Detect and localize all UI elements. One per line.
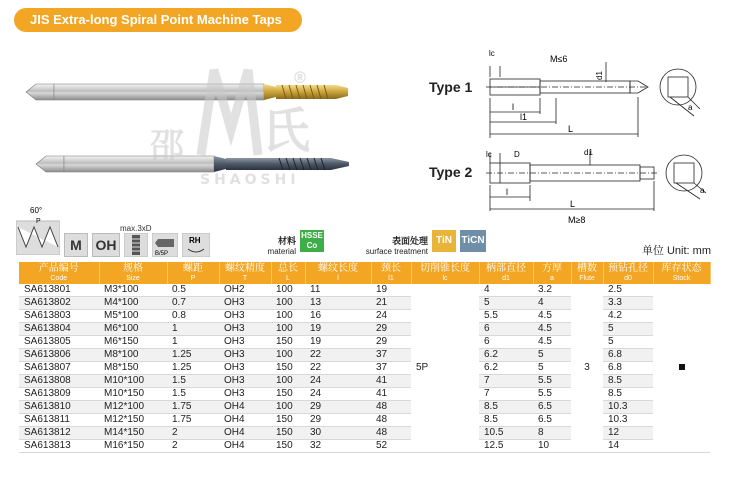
cell-code: SA613801 [19,284,99,297]
table-row [19,323,710,336]
cell-shank-diameter: 7 [479,388,533,401]
cell-total-length: 150 [271,362,305,375]
cell-drill-diameter: 5 [603,323,653,336]
cell-thread-length: 11 [305,284,371,297]
surface-en: surface treatment [365,247,428,256]
cell-square: 4.5 [533,336,571,349]
type2-label: Type 2 [429,164,473,180]
cell-neck-length: 52 [371,440,411,453]
cell-pitch: 0.7 [167,297,219,310]
column-header [603,262,653,284]
cell-pitch: 2 [167,440,219,453]
rh-label: RH [189,236,201,245]
cell-size: M8*150 [99,362,167,375]
cell-shank-diameter: 8.5 [479,414,533,427]
type2-l: l [506,187,508,197]
cell-shank-diameter: 8.5 [479,401,533,414]
cell-size: M10*100 [99,375,167,388]
chamfer-icon [152,233,178,257]
table-row [19,362,710,375]
cell-pitch: 1 [167,336,219,349]
column-header-cn: 预钻孔径 [608,263,648,274]
metric-thread-icon: M [64,233,88,257]
column-header-cn: 规格 [123,263,143,274]
cell-pitch: 1.75 [167,401,219,414]
column-header-cn: 库存状态 [661,263,702,274]
cell-code: SA613806 [19,349,99,362]
cell-neck-length: 19 [371,284,411,297]
cell-thread-length: 29 [305,414,371,427]
column-header [371,262,411,284]
type1-L: L [568,124,574,134]
cell-thread-length: 22 [305,362,371,375]
column-header-en: a [550,275,554,282]
material-co: Co [306,241,318,250]
table-body [19,284,710,453]
column-header [99,262,167,284]
type2-L: L [570,199,576,209]
cell-code: SA613809 [19,388,99,401]
watermark-logo-2: 氏 [262,103,311,159]
in-stock-icon [679,364,685,370]
table-row [19,427,710,440]
cell-pitch: 2 [167,427,219,440]
column-header [19,262,99,284]
cell-size: M3*100 [99,284,167,297]
cell-square: 5.5 [533,375,571,388]
column-header [305,262,371,284]
column-header-cn: 颈长 [381,263,401,274]
cell-square: 5 [533,362,571,375]
cell-neck-length: 37 [371,349,411,362]
cell-code: SA613803 [19,310,99,323]
table-row [19,349,710,362]
column-header [653,262,710,284]
cell-drill-diameter: 5 [603,336,653,349]
cell-drill-diameter: 12 [603,427,653,440]
cell-square: 4.5 [533,310,571,323]
cell-code: SA613804 [19,323,99,336]
column-header-en: d1 [502,275,510,282]
table-row [19,310,710,323]
column-header-en: l1 [388,275,394,282]
column-header [479,262,533,284]
cell-tolerance: OH4 [219,414,271,427]
column-header-en: Code [50,275,68,282]
column-header-en: Stock [672,275,691,282]
cell-total-length: 100 [271,297,305,310]
column-header [271,262,305,284]
type1-a: a [688,103,693,112]
cell-total-length: 100 [271,401,305,414]
column-header-cn: 总长 [278,263,298,274]
type2-d1: d1 [584,148,593,157]
cell-square: 10 [533,440,571,453]
cell-thread-length: 22 [305,349,371,362]
cell-drill-diameter: 8.5 [603,375,653,388]
cell-shank-diameter: 10.5 [479,427,533,440]
cell-total-length: 100 [271,375,305,388]
cell-pitch: 1.5 [167,388,219,401]
cell-pitch: 0.5 [167,284,219,297]
cell-tolerance: OH3 [219,310,271,323]
cell-drill-diameter: 14 [603,440,653,453]
cell-shank-diameter: 5.5 [479,310,533,323]
type1-d1: d1 [595,71,604,80]
column-header-en: Flute [579,275,595,282]
cell-pitch: 1.75 [167,414,219,427]
cell-neck-length: 41 [371,375,411,388]
cell-code: SA613813 [19,440,99,453]
type2-a: a [700,186,705,195]
cell-thread-length: 24 [305,388,371,401]
material-badge [300,230,324,252]
cell-pitch: 0.8 [167,310,219,323]
chamfer-label: B/5P [155,251,169,257]
column-header-cn: 槽数 [577,263,597,274]
cell-shank-diameter: 6 [479,323,533,336]
cell-size: M5*100 [99,310,167,323]
column-header-cn: 方厚 [542,263,562,274]
cell-tolerance: OH3 [219,388,271,401]
cell-thread-length: 19 [305,323,371,336]
cell-chamfer-length: 5P [411,284,479,453]
cell-thread-length: 16 [305,310,371,323]
column-header-en: P [190,275,196,282]
column-header-en: d0 [624,275,632,282]
table-row [19,440,710,453]
column-header [219,262,271,284]
tap-product-image [14,52,384,202]
cell-tolerance: OH3 [219,375,271,388]
cell-tolerance: OH4 [219,440,271,453]
cell-drill-diameter: 6.8 [603,362,653,375]
cell-square: 5.5 [533,388,571,401]
column-header-cn: 螺纹长度 [318,263,358,274]
type1-diagram [478,42,718,142]
watermark-text: SHAOSHI [200,172,300,188]
column-header-cn: 柄部直径 [486,263,526,274]
cell-code: SA613807 [19,362,99,375]
cell-size: M4*100 [99,297,167,310]
column-header-en: l [337,275,339,282]
watermark-logo: 邵 [150,126,184,166]
cell-thread-length: 24 [305,375,371,388]
column-header-cn: 产品编号 [38,263,79,274]
type2-D: D [514,150,520,159]
column-header-en: T [242,275,248,282]
column-header [167,262,219,284]
type1-l1: l1 [520,112,528,122]
table-row [19,414,710,427]
material-en: material [267,247,296,256]
column-header [571,262,603,284]
type2-lc: lc [486,150,492,159]
column-header-en: Size [126,275,140,282]
cell-tolerance: OH3 [219,297,271,310]
cell-drill-diameter: 10.3 [603,401,653,414]
spec-table [19,262,711,453]
cell-tolerance: OH4 [219,427,271,440]
cell-neck-length: 29 [371,323,411,336]
column-header-en: lc [442,275,448,282]
column-header-cn: 切削锥长度 [420,263,470,274]
cell-square: 4 [533,297,571,310]
watermark-registered: ® [292,68,308,87]
cell-pitch: 1.25 [167,362,219,375]
cell-size: M12*150 [99,414,167,427]
cell-total-length: 150 [271,427,305,440]
cell-pitch: 1.5 [167,375,219,388]
type2-m: M≥8 [568,215,586,225]
cell-size: M14*150 [99,427,167,440]
type1-label: Type 1 [429,79,473,95]
cell-total-length: 150 [271,440,305,453]
cell-total-length: 150 [271,388,305,401]
angle-label: 60° [30,206,43,215]
column-header-cn: 螺距 [183,263,203,274]
table-row [19,388,710,401]
table-row [19,284,710,297]
cell-neck-length: 48 [371,427,411,440]
cell-total-length: 150 [271,336,305,349]
cell-shank-diameter: 7 [479,375,533,388]
cell-shank-diameter: 6 [479,336,533,349]
cell-tolerance: OH3 [219,336,271,349]
cell-code: SA613812 [19,427,99,440]
depth-icon [124,233,148,257]
cell-drill-diameter: 8.5 [603,388,653,401]
cell-tolerance: OH3 [219,349,271,362]
type1-m: M≤6 [550,54,568,64]
tolerance-class-icon: OH [92,233,120,257]
cell-pitch: 1 [167,323,219,336]
cell-size: M8*100 [99,349,167,362]
cell-drill-diameter: 2.5 [603,284,653,297]
cell-shank-diameter: 4 [479,284,533,297]
cell-total-length: 100 [271,310,305,323]
cell-thread-length: 19 [305,336,371,349]
cell-square: 4.5 [533,323,571,336]
type1-lc: lc [489,49,495,58]
ticn-badge: TiCN [460,230,486,252]
cell-thread-length: 30 [305,427,371,440]
cell-neck-length: 37 [371,362,411,375]
table-row [19,297,710,310]
surface-treatment-label [360,236,428,257]
cell-square: 5 [533,349,571,362]
cell-stock [653,284,710,453]
cell-tolerance: OH2 [219,284,271,297]
cell-size: M6*100 [99,323,167,336]
cell-total-length: 100 [271,323,305,336]
cell-thread-length: 13 [305,297,371,310]
cell-tolerance: OH3 [219,362,271,375]
material-hsse: HSSE [301,231,323,240]
cell-drill-diameter: 3.3 [603,297,653,310]
cell-neck-length: 41 [371,388,411,401]
thread-angle-icon [16,205,60,255]
cell-neck-length: 48 [371,401,411,414]
pitch-label: P [36,218,41,225]
cell-code: SA613811 [19,414,99,427]
material-cn: 材料 [277,236,296,246]
unit-label: 单位 Unit: mm [641,245,711,257]
cell-thread-length: 32 [305,440,371,453]
column-header-cn: 螺纹精度 [225,263,265,274]
page-title: JIS Extra-long Spiral Point Machine Taps [14,8,302,32]
type2-diagram [478,145,718,225]
cell-size: M12*100 [99,401,167,414]
cell-code: SA613805 [19,336,99,349]
cell-drill-diameter: 6.8 [603,349,653,362]
cell-code: SA613802 [19,297,99,310]
table-row [19,401,710,414]
cell-code: SA613808 [19,375,99,388]
cell-tolerance: OH4 [219,401,271,414]
cell-neck-length: 21 [371,297,411,310]
table-row [19,375,710,388]
material-label [262,236,296,257]
cell-total-length: 100 [271,284,305,297]
cell-shank-diameter: 6.2 [479,362,533,375]
cell-shank-diameter: 6.2 [479,349,533,362]
cell-thread-length: 29 [305,401,371,414]
cell-size: M16*150 [99,440,167,453]
right-hand-icon [182,233,210,257]
cell-shank-diameter: 12.5 [479,440,533,453]
tin-badge: TiN [432,230,456,252]
cell-code: SA613810 [19,401,99,414]
max-depth-label: max.3xD [120,224,152,233]
cell-drill-diameter: 4.2 [603,310,653,323]
cell-square: 6.5 [533,401,571,414]
column-header [533,262,571,284]
column-header-en: L [286,275,290,282]
column-header [411,262,479,284]
cell-drill-diameter: 10.3 [603,414,653,427]
cell-shank-diameter: 5 [479,297,533,310]
cell-neck-length: 24 [371,310,411,323]
cell-total-length: 150 [271,414,305,427]
cell-total-length: 100 [271,349,305,362]
cell-square: 6.5 [533,414,571,427]
cell-tolerance: OH3 [219,323,271,336]
surface-cn: 表面处理 [391,236,428,246]
table-header [19,262,710,284]
type1-l: l [512,102,514,112]
cell-size: M6*150 [99,336,167,349]
cell-size: M10*150 [99,388,167,401]
cell-square: 3.2 [533,284,571,297]
cell-flutes: 3 [571,284,603,453]
cell-neck-length: 29 [371,336,411,349]
table-row [19,336,710,349]
cell-neck-length: 48 [371,414,411,427]
cell-square: 8 [533,427,571,440]
cell-pitch: 1.25 [167,349,219,362]
